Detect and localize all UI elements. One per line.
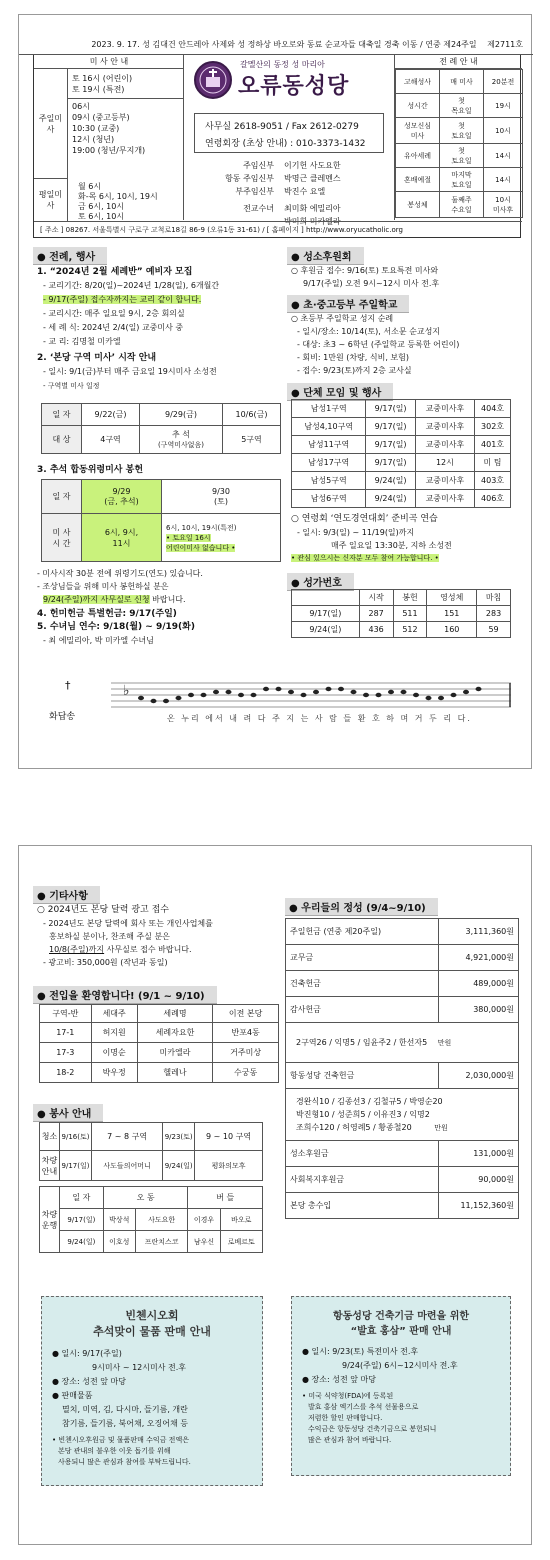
- school-section-title: ● 초·중고등부 주일학교: [287, 295, 409, 313]
- header-line: 2023. 9. 17. 성 김대건 안드레아 사제와 성 정하상 바오로와 동료 순교자들 대축일 경축 이동 / 연중 제24주일: [91, 40, 477, 49]
- office-phone: 사무실 2618-9051 / Fax 2612-0279: [205, 122, 359, 132]
- sponsor-section: ○ 후원금 접수: 9/16(토) 토요특전 미사와 9/17(주일) 오전 9시~12시 미사 전.후: [291, 266, 440, 288]
- dagger-icon: †: [65, 679, 71, 692]
- note-head: [138, 696, 144, 700]
- music-staff: [111, 677, 511, 709]
- offering-section-title: ● 우리들의 정성 (9/4~9/10): [285, 898, 438, 916]
- note-head: [276, 687, 282, 691]
- svg-text:♭: ♭: [123, 683, 130, 699]
- issue-number: 제2711호: [487, 40, 523, 49]
- note-head: [301, 693, 307, 697]
- parish-subtitle: 갈멜산의 동정 성 마리아: [240, 60, 325, 69]
- note-head: [151, 699, 157, 703]
- note-head: [338, 687, 344, 691]
- note-head: [388, 690, 394, 694]
- issue-header: [19, 15, 533, 55]
- response-lyric: 온 누리 에서 내 려 다 주 지 는 사 람 들 환 호 하 며 거 두 리 다.: [167, 714, 472, 723]
- note-head: [401, 690, 407, 694]
- note-head: [376, 693, 382, 697]
- zone-mass-table: 일 자 9/22(금) 9/29(금) 10/6(금) 대 상 4구역 추 석 (구역미사없음) 5구역: [41, 403, 281, 454]
- groups-section-title: ● 단체 모임 및 행사: [287, 383, 393, 401]
- offering-table: 주일헌금 (연중 제20주일) 3,111,360원 교무금 4,921,000원 건축헌금 489,000원 감사헌금 380,000원 2구역26 / 익명5 / 임윤주2 / 한선자5 만원 항동성당 건축헌금 2,030,000원 경완식10 / 김종선3 / 김철규5 / 박영순20 박진형10 / 성준희5 / 이유진3 / 익명2 조희수120 / 허영례5 / 황종철20 만원 성소후원금 131,000원 사회복지후원금 90,000원 본당 총수입 11,152,360원: [285, 918, 519, 1219]
- note-head: [451, 693, 457, 697]
- note-head: [326, 687, 332, 691]
- bulletin-page-2: [18, 845, 532, 1545]
- welcome-section-title: ● 전입을 환영합니다! (9/1 ~ 9/10): [33, 986, 217, 1004]
- shuttle-table: 차량 운행 일 자 오 동 버 들 9/17(일) 박상석 사도요한 이경우 바오로 9/24(일) 이호성 프란치스코 남우신 로베르토: [39, 1186, 263, 1253]
- memorial-mass-table: 일 자 9/29 (금, 추석) 9/30 (토) 미 사 시 간 6시, 9시, 11시 6시, 10시, 19시(특전) • 토요일 16시 어린이미사 없습니다 •: [41, 479, 281, 562]
- liturgy-section-title: ● 전례, 행사: [33, 247, 107, 265]
- service-table: 청소 9/16(토) 7 ~ 8 구역 9/23(토) 9 ~ 10 구역 차량 안내 9/17(일) 사도들의어머니 9/24(일) 평화의모후: [39, 1122, 263, 1181]
- hongsam-sale-box: 항동성당 건축기금 마련을 위한 “발효 홍삼” 판매 안내 ● 일시: 9/23(토) 특전미사 전.후 9/24(주일) 6시~12시미사 전.후 ● 장소: 성전 앞 마당 • 미국 식약청(FDA)에 등록된 발효 홍삼 엑기스를 추석 선물용으로 저렴한 할인 판매합니다. 수익금은 항동성당 건축기금으로 봉헌되니 많은 관심과 참여 바랍니다.: [291, 1296, 511, 1476]
- note-head: [226, 690, 232, 694]
- response-psalm-label: 화답송: [49, 712, 76, 722]
- memorial-mass-heading: 3. 추석 합동위령미사 봉헌: [37, 465, 144, 475]
- masthead: [33, 55, 521, 238]
- sponsor-section-title: ● 성소후원회: [287, 247, 364, 265]
- note-head: [188, 693, 194, 697]
- address-line: [ 주소 ] 08267. 서울특별시 구로구 고척로18길 86-9 (오류1동 31-61) / [ 홈페이지 ] http://www.oryucatholic.org: [34, 221, 522, 237]
- school-section: ○ 초등부 주일학교 성지 순례 - 일시/장소: 10/14(토), 서소문 순교성지 - 대상: 초3 ~ 6학년 (주일학교 등록한 어린이) - 회비: 1만원 (차량, 식비, 보험) - 접수: 9/23(토)까지 2층 교사실: [291, 314, 460, 375]
- groups-table: 남성1구역 9/17(일) 교중미사후 404호 남성4,10구역 9/17(일) 교중미사후 302호 남성11구역 9/17(일) 교중미사후 401호 남성17구역 9/17(일) 12시 미 팀 남성5구역 9/24(일) 교중미사후 403호 남성6구역 9/24(일) 교중미사후 406호: [291, 399, 511, 508]
- other-section-title: ● 기타사항: [33, 886, 100, 904]
- sacrament-title: 전 례 안 내: [395, 55, 522, 69]
- note-head: [463, 690, 469, 694]
- note-head: [426, 696, 432, 700]
- note-head: [313, 690, 319, 694]
- choir-practice: ○ 연령회 ‘연도경연대회’ 준비곡 연습 - 일시: 9/3(일) ~ 11/19(일)까지 매주 일요일 13:30분, 지하 소성전 • 관심 있으시는 신자분 모두 참여 가능합니다. •: [291, 514, 452, 562]
- parish-name: 오류동성당: [238, 74, 350, 99]
- note-head: [476, 687, 482, 691]
- sunday-mass-label: 주일미사: [34, 69, 68, 179]
- note-head: [251, 693, 257, 697]
- mass-schedule-left: [34, 55, 184, 220]
- sunday-mass-times: 토 16시 (어린이) 토 19시 (특전) 06시 09시 (중고등부) 10:30 (교중) 12시 (청년) 19:00 (청년/무지개): [72, 73, 184, 156]
- sacrament-schedule: 전 례 안 내 고해성사 매 미사 20분전 성시간 첫 목요일 19시 성모신심 미사 첫 토요일 10시 유아세례 첫 토요일 14시 혼배예절 마지막 토요일 14시 봉성체 둘째주 수요일 10시 미사후: [394, 55, 522, 220]
- note-head: [213, 690, 219, 694]
- mass-left-title: 미 사 안 내: [34, 55, 184, 69]
- note-head: [238, 693, 244, 697]
- staff-list: 주임신부 이기헌 사도요한 항동 주임신부 박명근 클레멘스 부주임신부 박진수 요엘 전교수녀 최미화 에밀리아 박미희 미카엘라: [225, 161, 341, 226]
- note-head: [163, 699, 169, 703]
- note-head: [176, 696, 182, 700]
- service-section-title: ● 봉사 안내: [33, 1104, 103, 1122]
- note-head: [288, 690, 294, 694]
- parish-logo-icon: [194, 61, 232, 99]
- liturgy-section: 1. “2024년 2월 세례반” 예비자 모집 - 교리기간: 8/20(일)~2024년 1/28(일), 6개월간 - 9/17(주일) 접수자까지는 교리 같이 합니다. - 교리시간: 매주 일요일 9시, 2층 회의실 - 세 례 식: 2024년 2/4(일) 교중미사 중 - 교 리: 김명철 미카엘 2. ‘본당 구역 미사’ 시작 안내 - 일시: 9/1(금)부터 매주 금요일 19시미사 소성전 - 구역별 미사 일정: [37, 267, 220, 390]
- note-head: [351, 690, 357, 694]
- weekday-mass-times: 월 6시 화-목 6시, 10시, 19시 금 6시, 10시 토 6시, 10시: [78, 182, 158, 221]
- funeral-phone: 연령회장 (초상 안내) : 010-3373-1432: [205, 139, 366, 149]
- note-head: [363, 693, 369, 697]
- welcome-table: 구역-반 세대주 세례명 이전 본당 17-1 허지원 세례자요한 반포4동 17-3 이명순 미카엘라 거주미상 18-2 박우정 헬레나 수궁동: [39, 1004, 279, 1083]
- note-head: [413, 693, 419, 697]
- vincent-sale-box: 빈첸시오회 추석맞이 물품 판매 안내 ● 일시: 9/17(주일) 9시미사 ~ 12시미사 전.후 ● 장소: 성전 앞 마당 ● 판매물품 멸치, 미역, 김, 다시마, 들기름, 개란 참기름, 들기름, 북어채, 오징어채 등 • 빈첸시오후원금 및 물품판매 수익금 전액은 본당 관내의 불우한 이웃 돕기를 위해 사용되니 많은 관심과 참여를 부탁드립니다.: [41, 1296, 263, 1486]
- note-head: [438, 696, 444, 700]
- note-head: [201, 693, 207, 697]
- contact-box: [194, 113, 384, 153]
- other-section: ○ 2024년도 본당 달력 광고 접수 - 2024년도 본당 달력에 회사 또는 개인사업체를 홍보하실 분이나, 찬조해 주실 분은 10/8(주일)까지 사무실로 접수 바랍니다. - 광고비: 350,000원 (작년과 동일): [37, 905, 213, 967]
- hymn-section-title: ● 성가번호: [287, 573, 354, 591]
- bulletin-page-1: [18, 14, 532, 769]
- weekday-mass-label: 평일미사: [34, 179, 68, 221]
- memorial-notes: - 미사시작 30분 전에 위령기도(연도) 있습니다. - 조상님들을 위해 미사 봉헌하실 분은 9/24(주일)까지 사무실로 신청 바랍니다. 4. 헌미헌금 특별헌금: 9/17(주일) 5. 수녀님 연수: 9/18(월) ~ 9/19(화) - 최 에밀리아, 박 미카엘 수녀님: [37, 569, 203, 645]
- hymn-table: 시작 봉헌 영성체 마침 9/17(일) 287 511 151 283 9/24(일) 436 512 160 59: [291, 589, 511, 638]
- note-head: [263, 687, 269, 691]
